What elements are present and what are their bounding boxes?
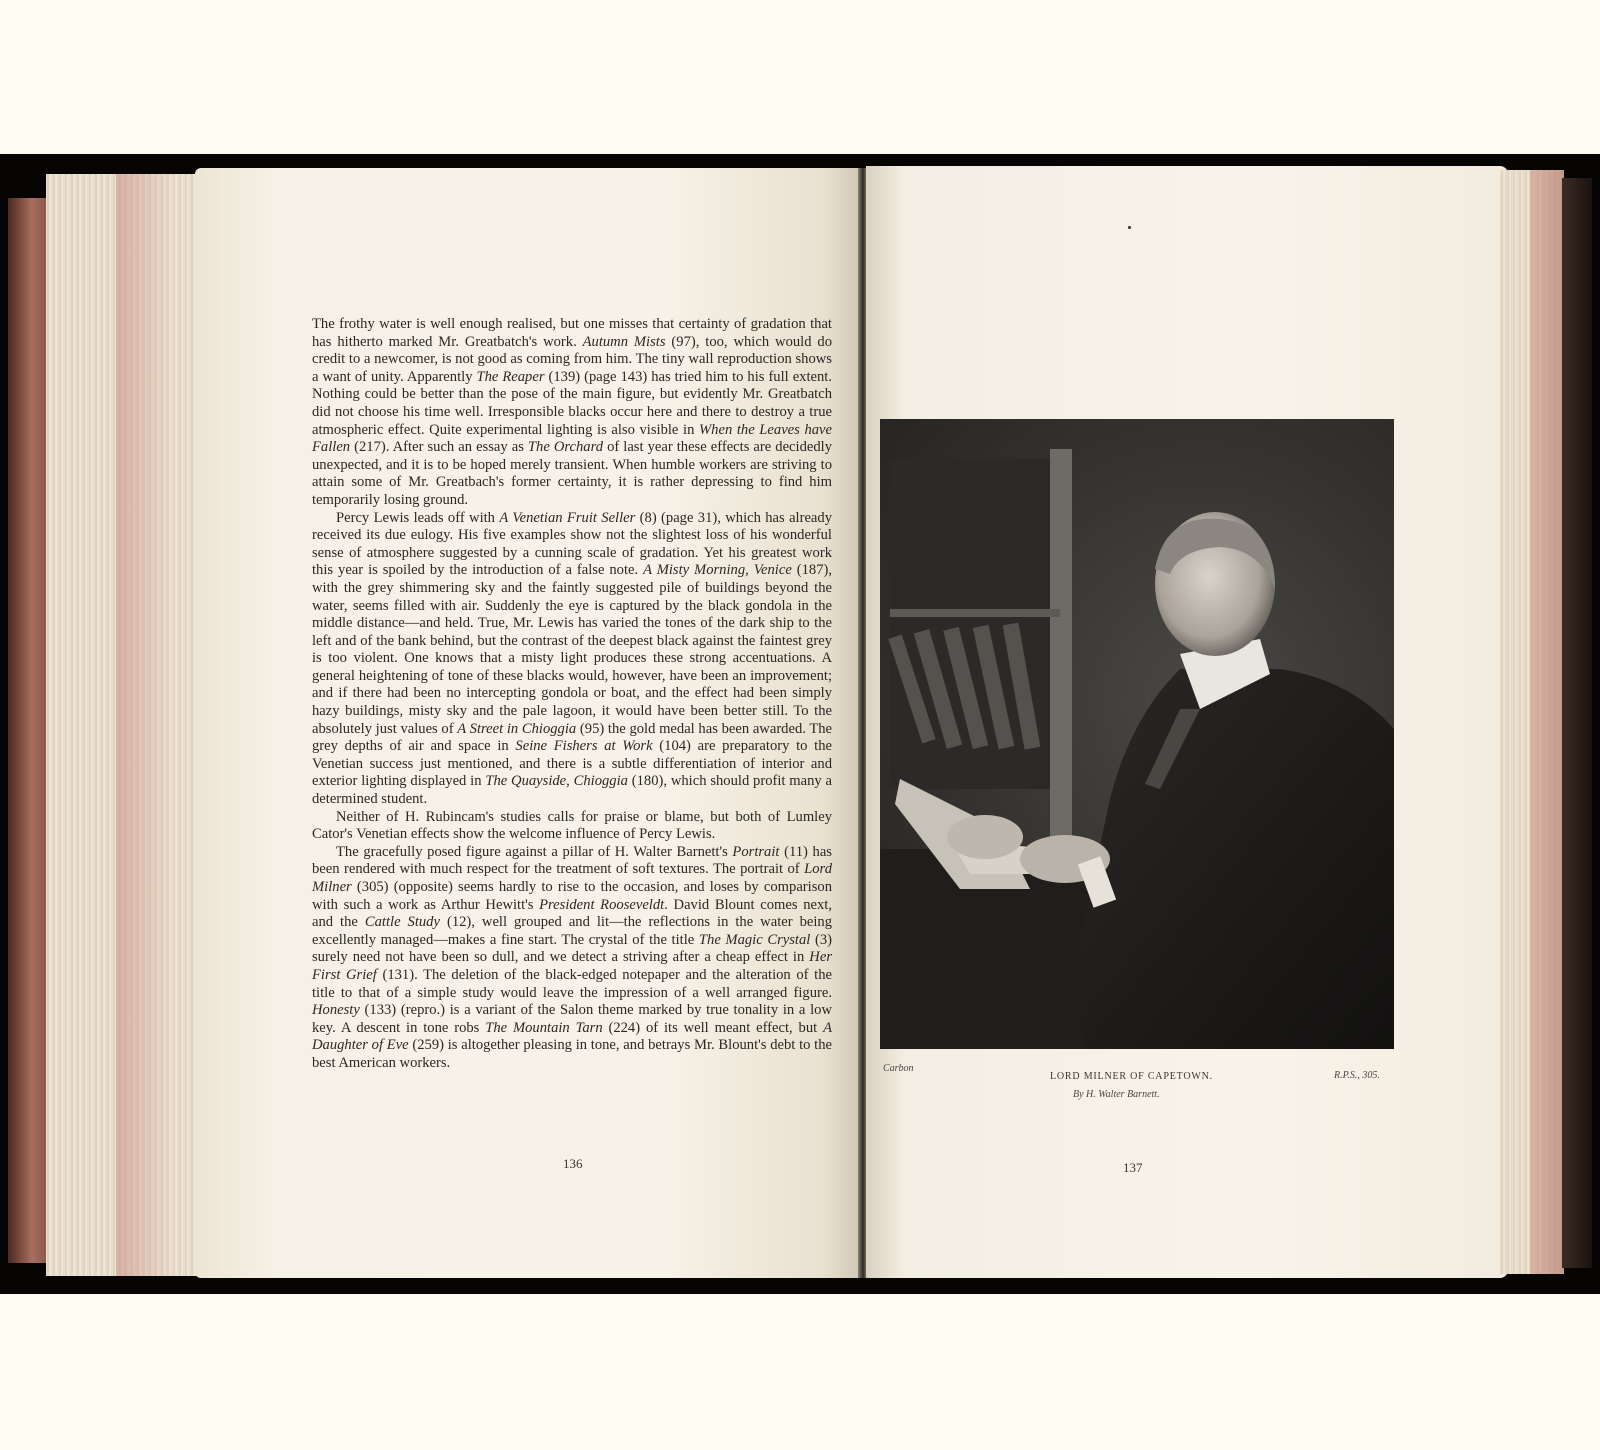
italic-title: Portrait <box>732 843 780 860</box>
italic-title: When the Leaves have Fallen <box>312 421 833 456</box>
italic-title: The Reaper <box>476 368 545 385</box>
italic-title: A Daughter of Eve <box>312 1019 832 1054</box>
paragraph: Neither of H. Rubincam's studies calls for praise or blame, but both of Lumley Cator's Venetian effects show the welcome influence of Percy Lewis. <box>312 808 832 843</box>
page-stack-left <box>46 174 206 1276</box>
portrait-photograph <box>880 419 1394 1049</box>
italic-title: The Orchard <box>527 439 604 456</box>
book-cover-right <box>1562 178 1592 1268</box>
italic-title: The Quayside, Chioggia <box>485 773 628 790</box>
paragraph: Percy Lewis leads off with A Venetian Fruit Seller (8) (page 31), which has already received its due eulogy. His five examples show not the slightest loss of his wonderful sense of atmosphere suggested by a cunning scale of gradation. Yet his greatest work this year is spoiled by the introduction of a false note. A Misty Morning, Venice (187), with the grey shimmering sky and the faintly suggested pile of buildings beyond the water, seems filled with air. Suddenly the eye is captured by the black gondola in the middle distance—and held. True, Mr. Lewis has varied the tones of the dark ship to the left and of the bank behind, but the contrast of the deepest black against the faintest grey is too violent. One knows that a misty light produces these strong accentuations. A general heightening of tone of these blacks would, however, have been an improvement; and if there had been no intercepting gondola or boat, and the effect had been simply hazy buildings, misty sky and the pale lagoon, it would have been better still. To the absolutely just values of A Street in Chioggia (95) the gold medal has been awarded. The grey depths of air and space in Seine Fishers at Work (104) are preparatory to the Venetian success just mentioned, and there is a subtle differentiation of interior and exterior lighting displayed in The Quayside, Chioggia (180), which should profit many a determined student. <box>312 509 833 808</box>
page-speck <box>1128 226 1131 229</box>
italic-title: Autumn Mists <box>582 333 666 350</box>
italic-title: A Venetian Fruit Seller <box>499 509 636 526</box>
plate-process: Carbon <box>883 1063 914 1074</box>
right-page-number: 137 <box>1123 1160 1143 1175</box>
italic-title: Her First Grief <box>312 949 832 983</box>
italic-title: Honesty <box>312 1002 360 1019</box>
paragraph: The gracefully posed figure against a pillar of H. Walter Barnett's Portrait (11) has been rendered with much respect for the treatment of soft textures. The portrait of Lord Milner (305) (opposite) seems hardly to rise to the occasion, and loses by comparison with such a work as Arthur Hewitt's President Rooseveldt. David Blount comes next, and the Cattle Study (12), well grouped and lit—the reflections in the water being excellently managed—makes a fine start. The crystal of the title The Magic Crystal (3) surely need not have been so dull, and we detect a striving after a cheap effect in Her First Grief (131). The deletion of the black-edged notepaper and the alteration of the title to that of a simple study would leave the impression of a well arranged figure. Honesty (133) (repro.) is a variant of the Salon theme marked by true tonality in a low key. A descent in tone robs The Mountain Tarn (224) of its well meant effect, but A Daughter of Eve (259) is altogether pleasing in tone, and betrays Mr. Blount's debt to the best American workers. <box>312 843 832 1071</box>
italic-title: Cattle Study <box>364 914 440 931</box>
plate-byline: By H. Walter Barnett. <box>1073 1089 1160 1100</box>
portrait-plate <box>880 419 1394 1049</box>
italic-title: Lord Milner <box>312 861 832 895</box>
left-page-number: 136 <box>563 1156 583 1171</box>
italic-title: The Mountain Tarn <box>485 1019 603 1036</box>
italic-title: A Misty Morning, Venice <box>643 562 792 579</box>
paragraph: The frothy water is well enough realised, but one misses that certainty of gradation that has hitherto marked Mr. Greatbatch's work. Autumn Mists (97), too, which would do credit to a newcomer, is not good as coming from him. The tiny wall reproduction shows a want of unity. Apparently The Reaper (139) (page 143) has tried him to his full extent. Nothing could be better than the pose of the main figure, but evidently Mr. Greatbatch did not choose his time well. Irresponsible blacks occur here and there to destroy a true atmospheric effect. Quite experimental lighting is also visible in When the Leaves have Fallen (217). After such an essay as The Orchard of last year these effects are decidedly unexpected, and it is to be hoped merely transient. When humble workers are striving to attain some of Mr. Greatbach's former certainty, it is rather depressing to find him temporarily losing ground. <box>312 316 833 508</box>
left-page-text <box>312 316 832 1073</box>
italic-title: A Street in Chioggia <box>457 720 577 737</box>
plate-title: LORD MILNER OF CAPETOWN. <box>1050 1071 1213 1082</box>
plate-catalogue-ref: R.P.S., 305. <box>1334 1070 1380 1081</box>
book-spine-left <box>8 198 48 1263</box>
italic-title: The Magic Crystal <box>698 931 811 948</box>
italic-title: Seine Fishers at Work <box>515 738 653 755</box>
italic-title: President Rooseveldt <box>539 896 665 913</box>
page-stack-right <box>1500 170 1564 1274</box>
